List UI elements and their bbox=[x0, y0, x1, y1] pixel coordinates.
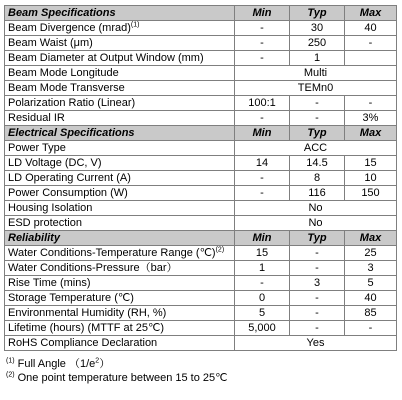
footnote-mark: (2) bbox=[6, 371, 15, 379]
row-min: 14 bbox=[235, 156, 290, 171]
row-label bbox=[5, 81, 235, 96]
row-label bbox=[5, 51, 235, 66]
footnote-text: One point temperature between 15 to 25℃ bbox=[14, 372, 228, 384]
row-label bbox=[5, 141, 235, 156]
row-label-text: Environmental Humidity (RH, %) bbox=[8, 306, 167, 319]
footnote bbox=[6, 371, 396, 385]
row-max: - bbox=[345, 321, 397, 336]
row-value: ACC bbox=[235, 141, 397, 156]
row-min: 1 bbox=[235, 261, 290, 276]
table-row bbox=[5, 261, 397, 276]
row-max: 40 bbox=[345, 291, 397, 306]
table-row bbox=[5, 171, 397, 186]
table-row bbox=[5, 291, 397, 306]
footnotes bbox=[4, 357, 396, 385]
row-typ: - bbox=[290, 291, 345, 306]
table-row bbox=[5, 186, 397, 201]
typ-header: Typ bbox=[290, 126, 345, 141]
footnote-tail: ） bbox=[99, 358, 111, 370]
row-label-text: Rise Time (mins) bbox=[8, 276, 91, 289]
row-min: 15 bbox=[235, 246, 290, 261]
row-typ: 116 bbox=[290, 186, 345, 201]
max-header: Max bbox=[345, 126, 397, 141]
row-label bbox=[5, 21, 235, 36]
row-label-text: Water Conditions-Pressure（bar） bbox=[8, 261, 178, 274]
section-header bbox=[5, 6, 397, 21]
spec-table bbox=[4, 5, 397, 351]
typ-header: Typ bbox=[290, 6, 345, 21]
row-typ: - bbox=[290, 261, 345, 276]
table-row bbox=[5, 336, 397, 351]
table-row bbox=[5, 96, 397, 111]
row-max: 40 bbox=[345, 21, 397, 36]
table-row bbox=[5, 156, 397, 171]
row-label-text: Housing Isolation bbox=[8, 201, 93, 214]
section-title: Reliability bbox=[5, 231, 235, 246]
row-max: 10 bbox=[345, 171, 397, 186]
row-label bbox=[5, 96, 235, 111]
row-typ: 14.5 bbox=[290, 156, 345, 171]
row-value: Multi bbox=[235, 66, 397, 81]
row-label-text: Storage Temperature (℃) bbox=[8, 291, 134, 304]
row-label bbox=[5, 171, 235, 186]
row-label bbox=[5, 291, 235, 306]
row-typ: - bbox=[290, 321, 345, 336]
row-max: 5 bbox=[345, 276, 397, 291]
row-typ: - bbox=[290, 111, 345, 126]
section-title: Electrical Specifications bbox=[5, 126, 235, 141]
row-max: - bbox=[345, 96, 397, 111]
row-label bbox=[5, 216, 235, 231]
row-min: 5,000 bbox=[235, 321, 290, 336]
max-header: Max bbox=[345, 6, 397, 21]
footnote-exponent: 2 bbox=[95, 357, 100, 365]
footnote-ref: (2) bbox=[215, 245, 225, 253]
row-max: 150 bbox=[345, 186, 397, 201]
row-min: - bbox=[235, 21, 290, 36]
row-label-text: Beam Diameter at Output Window (mm) bbox=[8, 51, 204, 64]
row-label bbox=[5, 261, 235, 276]
row-label-text: LD Operating Current (A) bbox=[8, 171, 131, 184]
row-typ: 250 bbox=[290, 36, 345, 51]
table-row bbox=[5, 66, 397, 81]
table-row bbox=[5, 81, 397, 96]
row-typ: 30 bbox=[290, 21, 345, 36]
row-label bbox=[5, 276, 235, 291]
row-label bbox=[5, 36, 235, 51]
max-header: Max bbox=[345, 231, 397, 246]
row-label-text: ESD protection bbox=[8, 216, 82, 229]
row-value: No bbox=[235, 201, 397, 216]
row-label-text: Lifetime (hours) (MTTF at 25℃) bbox=[8, 321, 164, 334]
row-label bbox=[5, 321, 235, 336]
row-max: 3% bbox=[345, 111, 397, 126]
table-row bbox=[5, 111, 397, 126]
section-title: Beam Specifications bbox=[5, 6, 235, 21]
row-label-text: Beam Mode Longitude bbox=[8, 66, 119, 79]
table-row bbox=[5, 306, 397, 321]
row-min: - bbox=[235, 186, 290, 201]
table-row bbox=[5, 51, 397, 66]
min-header: Min bbox=[235, 126, 290, 141]
table-row bbox=[5, 321, 397, 336]
row-label-text: Power Consumption (W) bbox=[8, 186, 128, 199]
row-label-text: RoHS Compliance Declaration bbox=[8, 336, 158, 349]
row-typ: - bbox=[290, 96, 345, 111]
row-label-text: Beam Waist (μm) bbox=[8, 36, 93, 49]
typ-header: Typ bbox=[290, 231, 345, 246]
row-typ: 1 bbox=[290, 51, 345, 66]
row-value: Yes bbox=[235, 336, 397, 351]
row-min: - bbox=[235, 276, 290, 291]
row-max bbox=[345, 51, 397, 66]
spec-sheet bbox=[4, 5, 396, 385]
row-max: 15 bbox=[345, 156, 397, 171]
table-row bbox=[5, 36, 397, 51]
row-min: 5 bbox=[235, 306, 290, 321]
row-label bbox=[5, 186, 235, 201]
table-row bbox=[5, 201, 397, 216]
row-typ: 8 bbox=[290, 171, 345, 186]
row-max: - bbox=[345, 36, 397, 51]
table-row bbox=[5, 21, 397, 36]
row-min: - bbox=[235, 51, 290, 66]
row-label bbox=[5, 306, 235, 321]
row-label-text: LD Voltage (DC, V) bbox=[8, 156, 102, 169]
row-label bbox=[5, 111, 235, 126]
table-row bbox=[5, 246, 397, 261]
footnote-mark: (1) bbox=[6, 357, 15, 365]
row-label bbox=[5, 201, 235, 216]
row-value: TEMn0 bbox=[235, 81, 397, 96]
section-header bbox=[5, 126, 397, 141]
row-label-text: Water Conditions-Temperature Range (℃) bbox=[8, 246, 216, 259]
row-min: 0 bbox=[235, 291, 290, 306]
row-label bbox=[5, 156, 235, 171]
row-typ: - bbox=[290, 306, 345, 321]
min-header: Min bbox=[235, 231, 290, 246]
row-max: 3 bbox=[345, 261, 397, 276]
min-header: Min bbox=[235, 6, 290, 21]
row-min: 100:1 bbox=[235, 96, 290, 111]
row-min: - bbox=[235, 111, 290, 126]
row-label-text: Beam Divergence (mrad) bbox=[8, 21, 131, 34]
row-typ: - bbox=[290, 246, 345, 261]
table-row bbox=[5, 276, 397, 291]
row-label-text: Residual IR bbox=[8, 111, 65, 124]
row-value: No bbox=[235, 216, 397, 231]
row-label bbox=[5, 246, 235, 261]
row-min: - bbox=[235, 36, 290, 51]
row-label bbox=[5, 336, 235, 351]
row-typ: 3 bbox=[290, 276, 345, 291]
section-header bbox=[5, 231, 397, 246]
footnote-ref: (1) bbox=[130, 20, 140, 28]
row-min: - bbox=[235, 171, 290, 186]
row-label-text: Power Type bbox=[8, 141, 66, 154]
table-row bbox=[5, 216, 397, 231]
footnote bbox=[6, 357, 396, 371]
row-max: 25 bbox=[345, 246, 397, 261]
row-label bbox=[5, 66, 235, 81]
row-label-text: Polarization Ratio (Linear) bbox=[8, 96, 136, 109]
footnote-text: Full Angle （1/e bbox=[14, 358, 96, 370]
row-max: 85 bbox=[345, 306, 397, 321]
row-label-text: Beam Mode Transverse bbox=[8, 81, 125, 94]
table-row bbox=[5, 141, 397, 156]
